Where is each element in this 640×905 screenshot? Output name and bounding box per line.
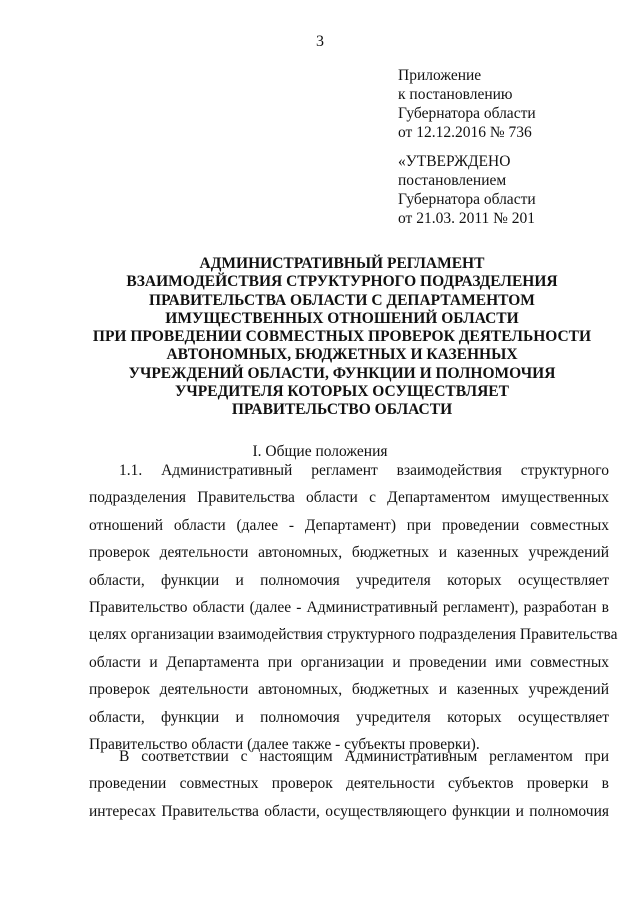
appendix-line: Губернатора области (398, 105, 536, 122)
paragraph-line: целях организации взаимодействия структурного подразделения Правительства (89, 626, 618, 644)
paragraph-line: проведении совместных проверок деятельности субъектов проверки в (89, 775, 609, 793)
title-line: ПРИ ПРОВЕДЕНИИ СОВМЕСТНЫХ ПРОВЕРОК ДЕЯТЕЛЬНОСТИ (92, 328, 592, 346)
approved-line: Губернатора области (398, 191, 536, 208)
title-line: ПРАВИТЕЛЬСТВО ОБЛАСТИ (231, 401, 453, 419)
paragraph-line: области и Департамента при организации и проведении ими совместных (89, 653, 609, 671)
title-line: ПРАВИТЕЛЬСТВА ОБЛАСТИ С ДЕПАРТАМЕНТОМ (149, 291, 535, 309)
title-line: ВЗАИМОДЕЙСТВИЯ СТРУКТУРНОГО ПОДРАЗДЕЛЕНИЯ (126, 273, 558, 291)
approved-line: постановлением (398, 172, 507, 189)
paragraph-line: области, функции и полномочия учредителя которых осуществляет (89, 708, 609, 726)
document-title (80, 255, 604, 420)
title-line: ИМУЩЕСТВЕННЫХ ОТНОШЕНИЙ ОБЛАСТИ (165, 309, 519, 327)
appendix-line: от 12.12.2016 № 736 (398, 124, 532, 141)
appendix-block (398, 66, 628, 142)
paragraph-line: Правительство области (далее также - субъекты проверки). (89, 735, 480, 753)
appendix-line: к постановлению (398, 86, 513, 103)
paragraph-line: проверок деятельности автономных, бюджетных и казенных учреждений (89, 681, 609, 699)
section-heading: I. Общие положения (252, 443, 388, 460)
appendix-line: Приложение (398, 67, 482, 84)
approved-line: от 21.03. 2011 № 201 (398, 210, 536, 227)
title-line: УЧРЕЖДЕНИЙ ОБЛАСТИ, ФУНКЦИИ И ПОЛНОМОЧИЯ (128, 364, 556, 382)
paragraph-line: области, функции и полномочия учредителя которых осуществляет (89, 571, 609, 589)
page-number: 3 (316, 33, 324, 50)
title-line: АВТОНОМНЫХ, БЮДЖЕТНЫХ И КАЗЕННЫХ (166, 346, 518, 364)
approved-line: «УТВЕРЖДЕНО (398, 153, 511, 170)
paragraph-line: отношений области (далее - Департамент) при проведении совместных (89, 516, 609, 534)
paragraph-line: интересах Правительства области, осуществляющего функции и полномочия (89, 802, 609, 820)
paragraph-line: проверок деятельности автономных, бюджетных и казенных учреждений (89, 544, 609, 562)
paragraph-line: Правительство области (далее - Административный регламент), разработан в (89, 598, 609, 616)
paragraph-line: 1.1. Административный регламент взаимодействия структурного (119, 462, 609, 479)
approved-block (398, 152, 628, 228)
title-line: УЧРЕДИТЕЛЯ КОТОРЫХ ОСУЩЕСТВЛЯЕТ (175, 383, 509, 401)
paragraph-line: подразделения Правительства области с Департаментом имущественных (89, 489, 609, 507)
paragraph-2 (89, 743, 609, 825)
title-line: АДМИНИСТРАТИВНЫЙ РЕГЛАМЕНТ (199, 255, 485, 272)
paragraph-line: В соответствии с настоящим Административным регламентом при (119, 748, 609, 765)
paragraph-1 (89, 457, 618, 758)
